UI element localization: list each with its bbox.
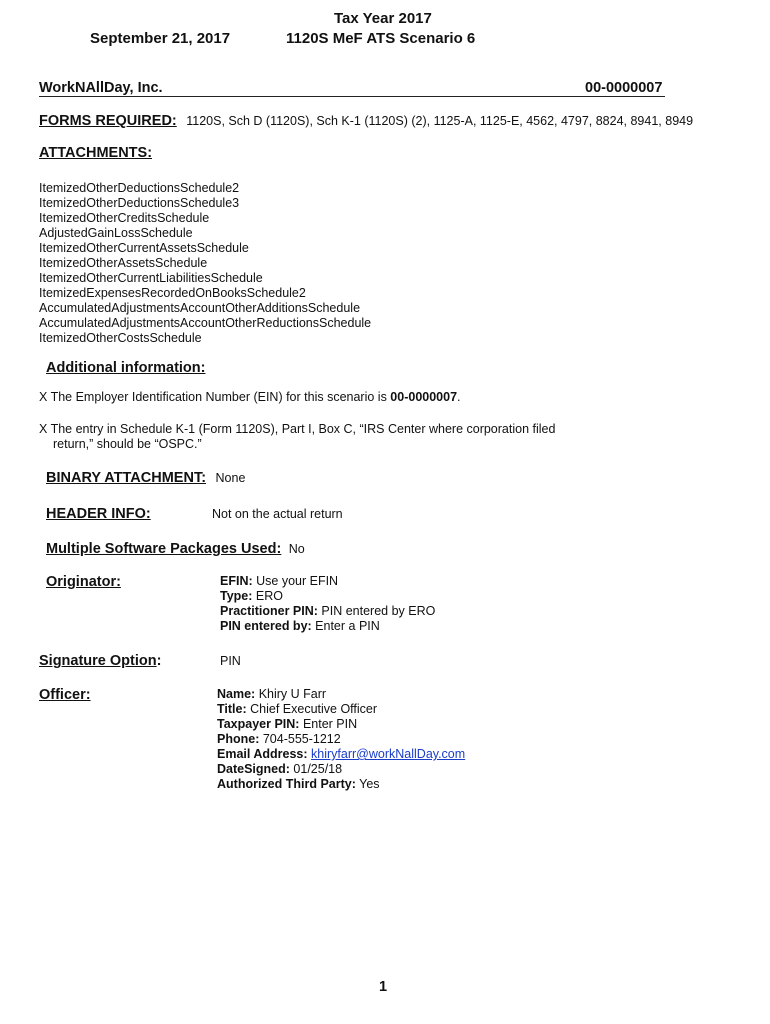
originator-practitioner-pin bbox=[220, 604, 435, 619]
ein-sentence: X The Employer Identification Number (EIN) for this scenario is bbox=[39, 390, 391, 404]
multiple-software-row bbox=[46, 541, 305, 557]
list-item: AdjustedGainLossSchedule bbox=[39, 226, 193, 240]
originator-details bbox=[220, 574, 435, 634]
list-item: ItemizedOtherAssetsSchedule bbox=[39, 256, 208, 270]
additional-info-item-k1-line2: return,” should be “OSPC.” bbox=[53, 437, 202, 451]
third-party-value: Yes bbox=[359, 777, 380, 791]
officer-title bbox=[217, 702, 465, 717]
list-item: ItemizedOtherDeductionsSchedule2 bbox=[39, 181, 240, 195]
ein-value: 00-0000007 bbox=[390, 390, 458, 404]
list-item: ItemizedOtherCreditsSchedule bbox=[39, 211, 210, 225]
originator-label: Originator: bbox=[46, 574, 121, 590]
attachments-label: ATTACHMENTS: bbox=[39, 145, 153, 161]
phone-label: Phone: bbox=[217, 732, 260, 746]
list-item: AccumulatedAdjustmentsAccountOtherAdditionsSchedule bbox=[39, 301, 361, 315]
company-ein: 00-0000007 bbox=[585, 80, 663, 96]
officer-name bbox=[217, 687, 465, 702]
list-item: ItemizedOtherCostsSchedule bbox=[39, 331, 202, 345]
header-info-value: Not on the actual return bbox=[212, 507, 343, 521]
additional-info-label: Additional information: bbox=[46, 360, 206, 376]
officer-details bbox=[217, 687, 465, 792]
binary-attachment-row bbox=[46, 470, 245, 486]
third-party-label: Authorized Third Party: bbox=[217, 777, 356, 791]
taxpayer-pin-label: Taxpayer PIN: bbox=[217, 717, 300, 731]
additional-info-item-ein bbox=[39, 390, 461, 404]
originator-pin-entered-by bbox=[220, 619, 435, 634]
officer-email bbox=[217, 747, 465, 762]
ein-period: . bbox=[457, 390, 461, 404]
list-item: ItemizedOtherDeductionsSchedule3 bbox=[39, 196, 240, 210]
officer-phone bbox=[217, 732, 465, 747]
type-value: ERO bbox=[255, 589, 283, 603]
company-name: WorkNAllDay, Inc. bbox=[39, 80, 163, 96]
officer-name-value: Khiry U Farr bbox=[258, 687, 327, 701]
list-item: ItemizedOtherCurrentAssetsSchedule bbox=[39, 241, 249, 255]
date-signed-value: 01/25/18 bbox=[293, 762, 343, 776]
signature-option-value: PIN bbox=[220, 654, 241, 668]
officer-label: Officer: bbox=[39, 687, 91, 703]
pin-entered-by-label: PIN entered by: bbox=[220, 619, 312, 633]
company-underline bbox=[39, 96, 665, 97]
forms-required-row bbox=[39, 113, 693, 129]
type-label: Type: bbox=[220, 589, 253, 603]
officer-title-value: Chief Executive Officer bbox=[250, 702, 378, 716]
email-label: Email Address: bbox=[217, 747, 308, 761]
binary-attachment-label: BINARY ATTACHMENT: bbox=[46, 470, 207, 486]
officer-date-signed bbox=[217, 762, 465, 777]
scenario-title: 1120S MeF ATS Scenario 6 bbox=[286, 30, 476, 47]
attachments-list bbox=[39, 181, 371, 346]
list-item: AccumulatedAdjustmentsAccountOtherReductionsSchedule bbox=[39, 316, 372, 330]
officer-third-party bbox=[217, 777, 465, 792]
additional-info-item-k1-line1: X The entry in Schedule K-1 (Form 1120S), Part I, Box C, “IRS Center where corporation filed bbox=[39, 422, 556, 436]
officer-name-label: Name: bbox=[217, 687, 256, 701]
list-item: ItemizedOtherCurrentLiabilitiesSchedule bbox=[39, 271, 263, 285]
phone-value: 704-555-1212 bbox=[262, 732, 341, 746]
originator-efin bbox=[220, 574, 435, 589]
multiple-software-value: No bbox=[288, 542, 305, 556]
date-signed-label: DateSigned: bbox=[217, 762, 290, 776]
document-date: September 21, 2017 bbox=[90, 30, 231, 47]
multiple-software-label: Multiple Software Packages Used: bbox=[46, 541, 282, 557]
practitioner-pin-label: Practitioner PIN: bbox=[220, 604, 318, 618]
forms-required-value: 1120S, Sch D (1120S), Sch K-1 (1120S) (2), 1125-A, 1125-E, 4562, 4797, 8824, 8941, 8949 bbox=[186, 114, 694, 128]
officer-title-label: Title: bbox=[217, 702, 247, 716]
binary-attachment-value: None bbox=[215, 471, 246, 485]
taxpayer-pin-value: Enter PIN bbox=[302, 717, 358, 731]
tax-year-title: Tax Year 2017 bbox=[334, 10, 432, 27]
signature-option-colon: : bbox=[156, 653, 162, 669]
header-info-label: HEADER INFO: bbox=[46, 506, 151, 522]
officer-taxpayer-pin bbox=[217, 717, 465, 732]
signature-option-row bbox=[39, 653, 161, 669]
pin-entered-by-value: Enter a PIN bbox=[315, 619, 380, 633]
originator-type bbox=[220, 589, 435, 604]
signature-option-label: Signature Option bbox=[39, 653, 157, 669]
page-number: 1 bbox=[379, 979, 388, 995]
email-link[interactable]: khiryfarr@workNallDay.com bbox=[311, 747, 466, 761]
forms-required-label: FORMS REQUIRED: bbox=[39, 113, 177, 129]
practitioner-pin-value: PIN entered by ERO bbox=[321, 604, 436, 618]
efin-value: Use your EFIN bbox=[256, 574, 339, 588]
list-item: ItemizedExpensesRecordedOnBooksSchedule2 bbox=[39, 286, 306, 300]
efin-label: EFIN: bbox=[220, 574, 253, 588]
